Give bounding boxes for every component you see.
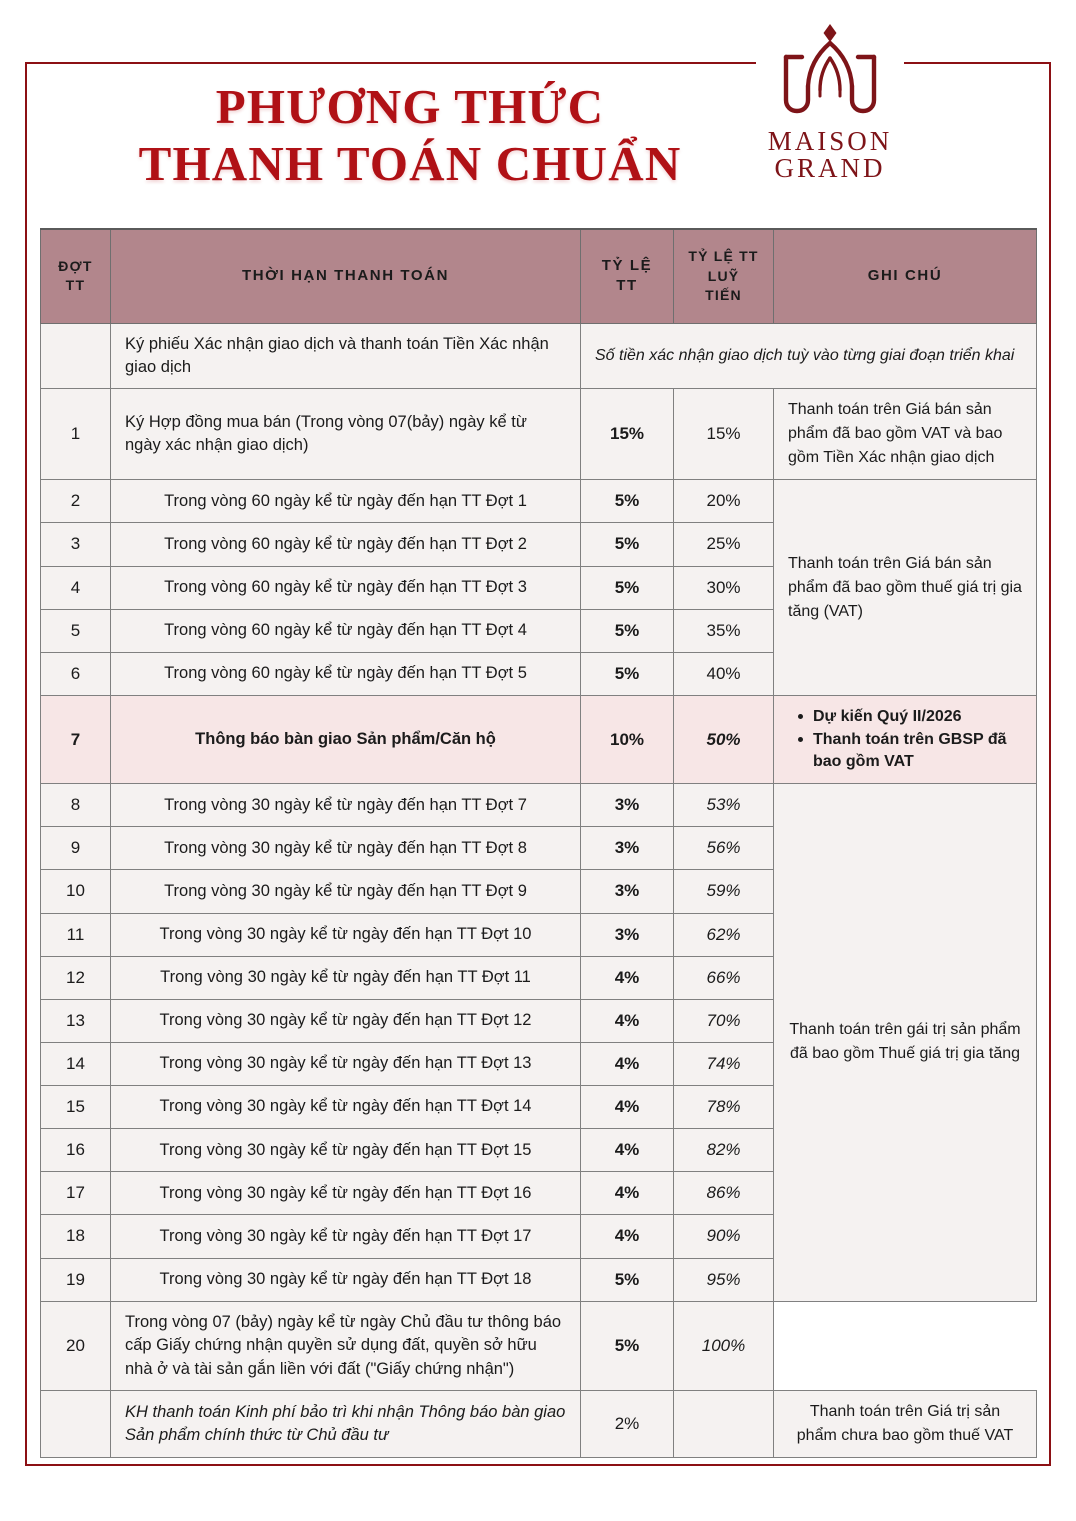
cell-payment-term: Trong vòng 30 ngày kể từ ngày đến hạn TT Đợt 14	[111, 1086, 581, 1129]
cell-rate: 3%	[581, 827, 674, 870]
document-header	[0, 0, 1076, 215]
cell-rate: 4%	[581, 1129, 674, 1172]
cell-installment: 5	[41, 609, 111, 652]
cell-cumulative-rate: 86%	[674, 1172, 774, 1215]
cell-payment-term: Trong vòng 30 ngày kể từ ngày đến hạn TT Đợt 18	[111, 1258, 581, 1301]
cell-note	[774, 695, 1037, 783]
cell-payment-term: Trong vòng 30 ngày kể từ ngày đến hạn TT Đợt 8	[111, 827, 581, 870]
cell-installment: 8	[41, 784, 111, 827]
cell-installment: 10	[41, 870, 111, 913]
cell-note: Thanh toán trên Giá bán sản phẩm đã bao gồm VAT và bao gồm Tiền Xác nhận giao dịch	[774, 389, 1037, 480]
note-bullet-list	[794, 706, 1022, 773]
cell-installment	[41, 1390, 111, 1457]
cell-rate: 2%	[581, 1390, 674, 1457]
cell-rate: 4%	[581, 1086, 674, 1129]
cell-cumulative-rate: 82%	[674, 1129, 774, 1172]
cell-cumulative-rate: 25%	[674, 523, 774, 566]
logo-text-maison: MAISON	[767, 126, 893, 156]
cell-rate: 5%	[581, 609, 674, 652]
note-bullet-item: Thanh toán trên GBSP đã bao gồm VAT	[811, 729, 1022, 773]
cell-cumulative-rate: 53%	[674, 784, 774, 827]
cell-cumulative-rate: 15%	[674, 389, 774, 480]
cell-note: Thanh toán trên Giá bán sản phẩm đã bao gồm thuế giá trị gia tăng (VAT)	[774, 480, 1037, 696]
cell-installment: 13	[41, 999, 111, 1042]
cell-cumulative-rate: 40%	[674, 652, 774, 695]
cell-payment-term: Trong vòng 60 ngày kể từ ngày đến hạn TT Đợt 2	[111, 523, 581, 566]
cell-installment: 9	[41, 827, 111, 870]
cell-rate: 3%	[581, 870, 674, 913]
cell-cumulative-rate	[674, 1390, 774, 1457]
cell-rate: 4%	[581, 1042, 674, 1085]
cell-installment: 4	[41, 566, 111, 609]
cell-payment-term: Trong vòng 60 ngày kể từ ngày đến hạn TT Đợt 5	[111, 652, 581, 695]
cell-installment: 12	[41, 956, 111, 999]
cell-cumulative-rate: 70%	[674, 999, 774, 1042]
cell-payment-term: Thông báo bàn giao Sản phẩm/Căn hộ	[111, 695, 581, 783]
column-header-payment-term: THỜI HẠN THANH TOÁN	[111, 229, 581, 323]
cell-cumulative-rate: 78%	[674, 1086, 774, 1129]
cell-payment-term: Trong vòng 30 ngày kể từ ngày đến hạn TT Đợt 7	[111, 784, 581, 827]
table-row	[41, 695, 1037, 783]
cell-installment	[41, 323, 111, 389]
cell-payment-term: KH thanh toán Kinh phí bảo trì khi nhận Thông báo bàn giao Sản phẩm chính thức từ Chủ đầu tư	[111, 1390, 581, 1457]
cell-cumulative-rate: 66%	[674, 956, 774, 999]
cell-payment-term: Trong vòng 60 ngày kể từ ngày đến hạn TT Đợt 4	[111, 609, 581, 652]
cell-payment-term: Trong vòng 30 ngày kể từ ngày đến hạn TT Đợt 16	[111, 1172, 581, 1215]
page-title	[60, 78, 760, 193]
cell-installment: 3	[41, 523, 111, 566]
cell-cumulative-rate: 59%	[674, 870, 774, 913]
logo-text-grand: GRAND	[774, 153, 886, 183]
cell-rate: 5%	[581, 480, 674, 523]
cell-cumulative-rate: 20%	[674, 480, 774, 523]
cell-rate: 5%	[581, 652, 674, 695]
cell-installment: 6	[41, 652, 111, 695]
cell-cumulative-rate: 74%	[674, 1042, 774, 1085]
cell-payment-term: Trong vòng 30 ngày kể từ ngày đến hạn TT Đợt 17	[111, 1215, 581, 1258]
payment-schedule-table-wrapper	[40, 228, 1036, 1458]
table-row	[41, 323, 1037, 389]
cell-payment-term: Ký phiếu Xác nhận giao dịch và thanh toán Tiền Xác nhận giao dịch	[111, 323, 581, 389]
cell-rate: 10%	[581, 695, 674, 783]
cell-rate: 5%	[581, 1301, 674, 1390]
cell-payment-term: Trong vòng 30 ngày kể từ ngày đến hạn TT Đợt 11	[111, 956, 581, 999]
cell-cumulative-rate: 90%	[674, 1215, 774, 1258]
cell-payment-term: Ký Hợp đồng mua bán (Trong vòng 07(bảy) ngày kể từ ngày xác nhận giao dịch)	[111, 389, 581, 480]
cell-payment-term: Trong vòng 60 ngày kể từ ngày đến hạn TT Đợt 3	[111, 566, 581, 609]
cell-installment: 2	[41, 480, 111, 523]
cell-rate: 3%	[581, 784, 674, 827]
cell-payment-term: Trong vòng 60 ngày kể từ ngày đến hạn TT Đợt 1	[111, 480, 581, 523]
cell-rate: 4%	[581, 956, 674, 999]
cell-cumulative-rate: 56%	[674, 827, 774, 870]
cell-installment: 1	[41, 389, 111, 480]
note-bullet-item: Dự kiến Quý II/2026	[811, 706, 1022, 728]
header-dot-line1: ĐỢT	[58, 257, 93, 274]
cell-note: Số tiền xác nhận giao dịch tuỳ vào từng giai đoạn triển khai	[581, 323, 1037, 389]
logo-monogram-icon	[769, 22, 891, 126]
cell-installment: 7	[41, 695, 111, 783]
cell-cumulative-rate: 62%	[674, 913, 774, 956]
cell-installment: 11	[41, 913, 111, 956]
maison-grand-logo	[755, 22, 905, 183]
cell-rate: 5%	[581, 566, 674, 609]
cell-rate: 4%	[581, 999, 674, 1042]
cell-installment: 20	[41, 1301, 111, 1390]
cell-note: Thanh toán trên gái trị sản phẩm đã bao gồm Thuế giá trị gia tăng	[774, 784, 1037, 1302]
cell-payment-term: Trong vòng 30 ngày kể từ ngày đến hạn TT Đợt 9	[111, 870, 581, 913]
cell-rate: 4%	[581, 1215, 674, 1258]
cell-payment-term: Trong vòng 30 ngày kể từ ngày đến hạn TT Đợt 12	[111, 999, 581, 1042]
cell-installment: 17	[41, 1172, 111, 1215]
cell-cumulative-rate: 50%	[674, 695, 774, 783]
cell-note: Thanh toán trên Giá trị sản phẩm chưa bao gồm thuế VAT	[774, 1390, 1037, 1457]
column-header-note: GHI CHÚ	[774, 229, 1037, 323]
header-cum-line2: LUỸ	[707, 267, 740, 284]
cell-cumulative-rate: 100%	[674, 1301, 774, 1390]
cell-installment: 16	[41, 1129, 111, 1172]
cell-rate: 3%	[581, 913, 674, 956]
table-row	[41, 480, 1037, 523]
cell-payment-term: Trong vòng 30 ngày kể từ ngày đến hạn TT Đợt 13	[111, 1042, 581, 1085]
table-body	[41, 323, 1037, 1457]
payment-schedule-table	[40, 228, 1037, 1458]
header-cum-line3: TIẾN	[705, 286, 742, 303]
table-row	[41, 784, 1037, 827]
cell-installment: 18	[41, 1215, 111, 1258]
cell-rate: 5%	[581, 1258, 674, 1301]
cell-cumulative-rate: 30%	[674, 566, 774, 609]
column-header-installment	[41, 229, 111, 323]
column-header-rate	[581, 229, 674, 323]
title-line-2: THANH TOÁN CHUẨN	[138, 136, 682, 192]
cell-rate: 4%	[581, 1172, 674, 1215]
table-row	[41, 1390, 1037, 1457]
header-row	[41, 229, 1037, 323]
column-header-cumulative-rate	[674, 229, 774, 323]
table-row	[41, 1301, 1037, 1390]
table-header	[41, 229, 1037, 323]
cell-payment-term: Trong vòng 30 ngày kể từ ngày đến hạn TT Đợt 10	[111, 913, 581, 956]
cell-installment: 19	[41, 1258, 111, 1301]
cell-cumulative-rate: 35%	[674, 609, 774, 652]
header-rate-line1: TỶ LỆ	[601, 256, 653, 274]
cell-installment: 15	[41, 1086, 111, 1129]
header-cum-line1: TỶ LỆ TT	[688, 248, 759, 265]
cell-rate: 5%	[581, 523, 674, 566]
header-rate-line2: TT	[616, 277, 638, 295]
cell-payment-term: Trong vòng 30 ngày kể từ ngày đến hạn TT Đợt 15	[111, 1129, 581, 1172]
cell-rate: 15%	[581, 389, 674, 480]
cell-installment: 14	[41, 1042, 111, 1085]
table-row	[41, 389, 1037, 480]
cell-cumulative-rate: 95%	[674, 1258, 774, 1301]
cell-payment-term: Trong vòng 07 (bảy) ngày kể từ ngày Chủ đầu tư thông báo cấp Giấy chứng nhận quyền sử dụng đất, quyền sở hữu nhà ở và tài sản gắn liền với đất ("Giấy chứng nhận")	[111, 1301, 581, 1390]
header-dot-line2: TT	[65, 277, 86, 294]
title-line-1: PHƯƠNG THỨC	[215, 79, 605, 134]
